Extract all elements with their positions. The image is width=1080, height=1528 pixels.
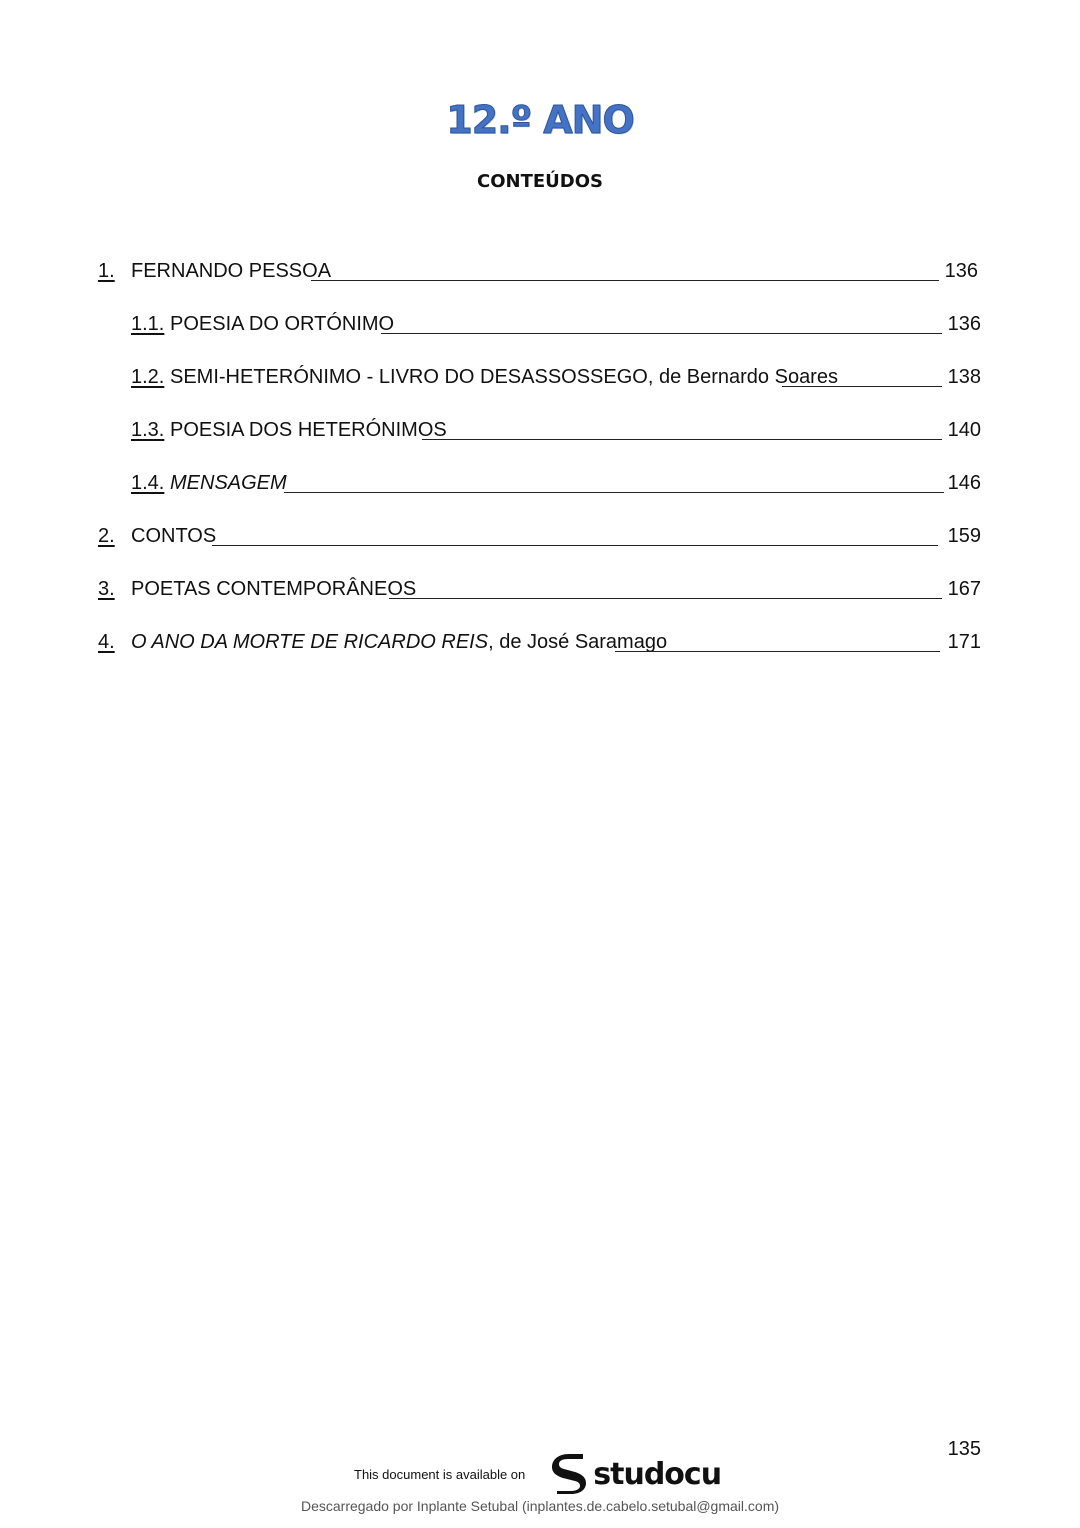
download-note: Descarregado por Inplante Setubal (inplantes.de.cabelo.setubal@gmail.com) [300,1498,780,1514]
toc-entry-page: 136 [947,312,981,335]
toc-entry-page: 136 [944,259,978,282]
toc-leader-line [212,545,938,546]
studocu-logo[interactable] [549,1452,721,1496]
toc-entry-poetas-contemporaneos[interactable] [0,562,1080,615]
toc-entry-number: 2. [98,524,115,547]
toc-leader-line [782,386,942,387]
studocu-brand-text: studocu [593,1456,722,1492]
toc-entry-number: 1.3. [131,418,165,441]
toc-entry-title-italic: O ANO DA MORTE DE RICARDO REIS [131,630,489,653]
toc-leader-line [381,333,942,334]
studocu-banner[interactable] [354,1452,721,1496]
toc-entry-number: 4. [98,630,115,653]
toc-entry-title [131,629,667,655]
toc-entry-mensagem[interactable] [0,456,1080,509]
page-title: 12.º ANO [446,98,634,142]
table-of-contents [0,244,1080,668]
toc-entry-number: 1.2. [131,365,165,388]
toc-entry-title-rest: , de José Saramago [488,630,668,653]
toc-entry-number: 3. [98,577,115,600]
toc-entry-page: 146 [947,471,981,494]
toc-entry-poesia-ortonimo[interactable] [0,297,1080,350]
toc-leader-line [284,492,944,493]
page-number: 135 [947,1438,981,1460]
toc-entry-poesia-heteronimos[interactable] [0,403,1080,456]
available-on-text: This document is available on [354,1466,526,1482]
toc-entry-number: 1.1. [131,312,165,335]
toc-entry-number: 1. [98,259,115,282]
toc-entry-title: SEMI-HETERÓNIMO - LIVRO DO DESASSOSSEGO, de Bernardo Soares [170,365,838,388]
toc-entry-fernando-pessoa[interactable] [0,244,1080,297]
page-subtitle: CONTEÚDOS [477,171,603,192]
toc-entry-ano-morte-ricardo-reis[interactable] [0,615,1080,668]
toc-leader-line [311,280,939,281]
toc-entry-title: POETAS CONTEMPORÂNEOS [131,577,417,600]
toc-entry-number: 1.4. [131,471,165,494]
toc-leader-line [389,598,942,599]
toc-entry-page: 171 [947,630,981,653]
toc-entry-title: POESIA DOS HETERÓNIMOS [170,418,447,441]
toc-entry-semi-heteronimo[interactable] [0,350,1080,403]
toc-leader-line [615,651,940,652]
toc-entry-page: 140 [947,418,981,441]
toc-entry-title: FERNANDO PESSOA [131,259,332,282]
toc-entry-title: MENSAGEM [170,471,287,494]
toc-entry-title: CONTOS [131,524,217,547]
toc-entry-contos[interactable] [0,509,1080,562]
toc-entry-page: 159 [947,524,981,547]
studocu-mark-icon [549,1452,589,1496]
toc-entry-page: 138 [947,365,981,388]
toc-entry-title: POESIA DO ORTÓNIMO [170,312,395,335]
toc-leader-line [422,439,942,440]
toc-entry-page: 167 [947,577,981,600]
